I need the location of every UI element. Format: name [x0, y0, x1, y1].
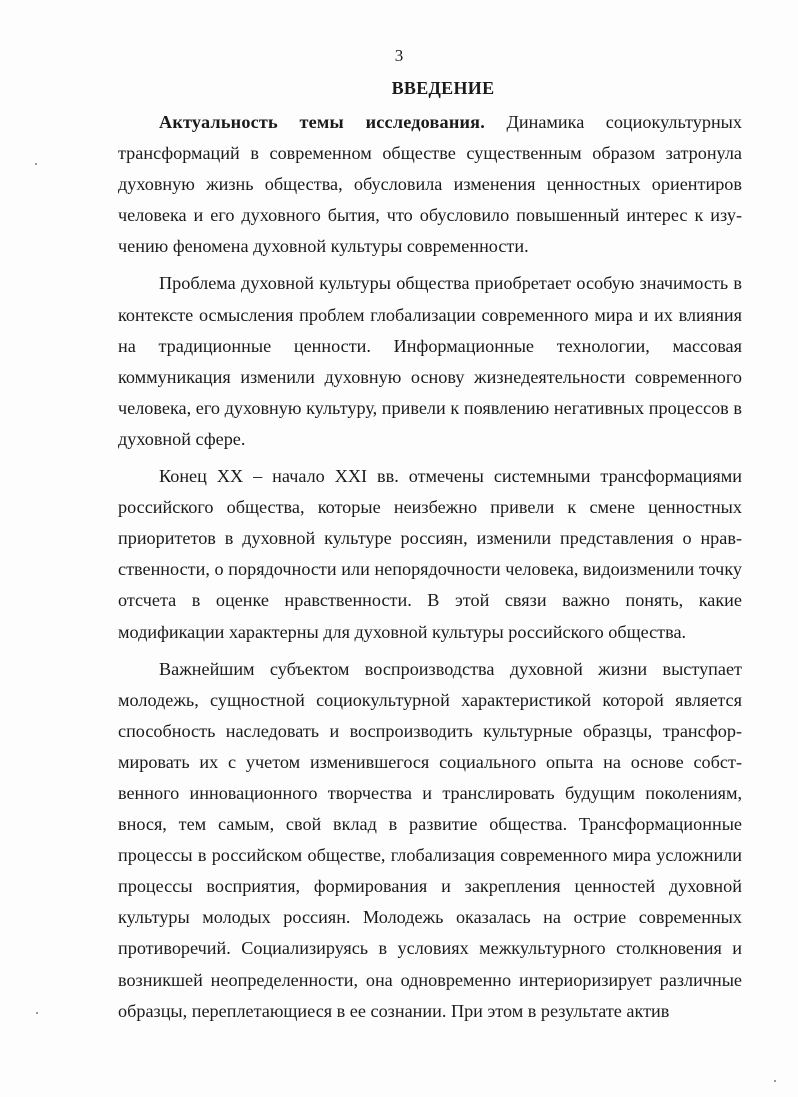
scan-speck [774, 1080, 776, 1082]
paragraph-lead: Актуальность темы исследования. [159, 112, 485, 132]
scan-speck [36, 1012, 38, 1014]
page-title: ВВЕДЕНИЕ [391, 78, 495, 98]
paragraph-2: Проблема духовной культуры общества приобретает особую значимость в контексте осмысления проблем глобализации современного мира и их влияния на традиционные ценности. Информационные технологии, массовая коммуникация изменили духовную основу жизнедеятельности современного человека, его духовную культуру, привели к появлению негативных процессов в духовной сфере. [118, 273, 742, 449]
paragraph-1 [118, 107, 742, 262]
scan-speck [35, 163, 37, 165]
paragraph-3: Конец XX – начало XXI вв. отмечены системными трансформациями российского общества, которые неизбежно привели к смене ценностных приоритетов в духовной культуре россиян, изменили представления о нравственности, о порядочности или непорядочности человека, видоизменили точку отсчета в оценке нравственности. В этой связи важно понять, какие модификации характерны для духовной культуры российского общества. [118, 466, 742, 642]
page-number: 3 [394, 46, 404, 65]
paragraph-text: Динамика социокультурных трансформаций в современном обществе существенным образом затронула духовную жизнь общества, обусловила изменения ценностных ориентиров человека и его духовного бытия, что обусловило повышенный интерес к изучению феномена духовной культуры современности. [118, 112, 742, 257]
body-text [118, 107, 742, 1027]
paragraph-4: Важнейшим субъектом воспроизводства духовной жизни выступает молодежь, сущностной социокультурной характеристикой которой является способность наследовать и воспроизводить культурные образцы, трансформировать их с учетом изменившегося социального опыта на основе собственного инновационного творчества и транслировать будущим поколениям, внося, тем самым, свой вклад в развитие общества. Трансформационные процессы в российском обществе, глобализация современного мира усложнили процессы восприятия, формирования и закрепления ценностей духовной культуры молодых россиян. Молодежь оказалась на острие современных противоречий. Социализируясь в условиях межкультурного столкновения и возникшей неопределенности, она одновременно интериоризирует различные образцы, переплетающиеся в ее сознании. При этом в результате актив [118, 658, 742, 1021]
